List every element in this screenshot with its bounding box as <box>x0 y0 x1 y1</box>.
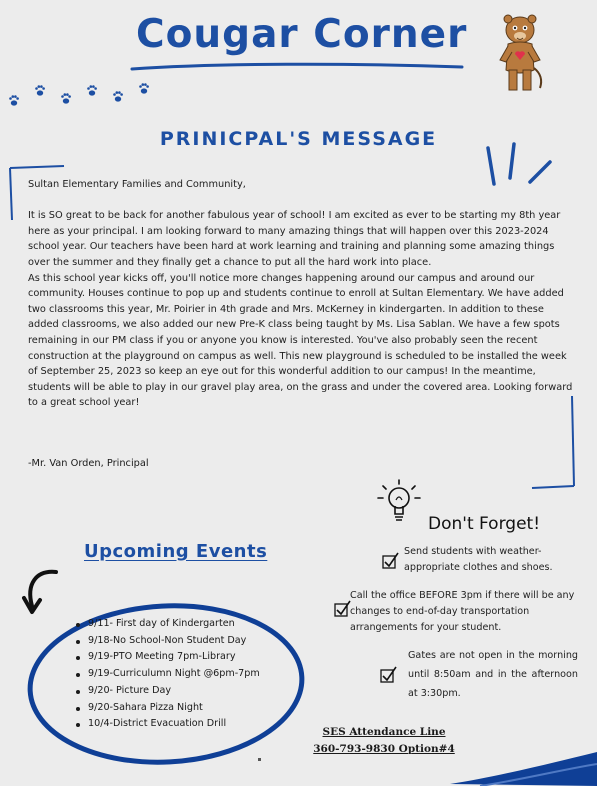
event-item: 9/19-Curriculumn Night @6pm-7pm <box>76 666 260 683</box>
letter-greeting: Sultan Elementary Families and Community, <box>28 179 246 190</box>
letter-paragraph: It is SO great to be back for another fabulous year of school! I am excited as ever to be starting my 8th year here as your principal. I am looking forward to many amazing things that will happen over this 2023-2024 school year. Our teachers have been hard at work learning and training and planning some amazing things over the summer and they finally get a chance to put all the hard work into place. <box>28 210 561 268</box>
reminder-text: Send students with weather-appropriate clothes and shoes. <box>404 546 553 573</box>
reminder-text: Gates are not open in the morning until 8:50am and in the afternoon at 3:30pm. <box>408 650 578 699</box>
cougar-mascot-icon <box>494 10 546 96</box>
event-item: 9/20- Picture Day <box>76 683 260 700</box>
corner-swash <box>450 748 597 786</box>
letter-paragraph: As this school year kicks off, you'll notice more changes happening around our campus and around our community. Houses continue to pop up and students continue to enroll at Sultan Elementary. We have added two classrooms this year, Mr. Poirier in 4th grade and Mrs. McKerney in kindergarten. In addition to these added classrooms, we also added our new Pre-K class being taught by Ms. Lisa Sablan. We have a few spots remaining in our PM class if you or anyone you know is interested. You've also probably seen the recent construction at the playground on campus as well. This new playground is scheduled to be installed the week of September 25, 2023 so keep an eye out for this wonderful addition to our campus! In the meantime, students will be able to play in our gravel play area, on the grass and under the covered area. Looking forward to a great school year! <box>28 272 573 409</box>
events-list <box>76 616 260 733</box>
principal-letter <box>28 177 573 411</box>
reminder-text: Call the office BEFORE 3pm if there will be any changes to end-of-day transportation arrangements for your student. <box>350 590 575 633</box>
checkbox-check-icon <box>380 666 398 684</box>
attendance-title: SES Attendance Line <box>322 726 446 738</box>
events-title: Upcoming Events <box>84 541 268 562</box>
letter-signoff: -Mr. Van Orden, Principal <box>28 458 149 469</box>
checkbox-check-icon <box>382 552 400 570</box>
title-underline <box>128 60 468 74</box>
lightbulb-icon <box>374 478 424 530</box>
newsletter-title: Cougar Corner <box>136 12 468 57</box>
attendance-phone: 360-793-9830 Option#4 <box>313 743 455 755</box>
event-item: 9/18-No School-Non Student Day <box>76 633 260 650</box>
decorative-dot <box>258 758 261 761</box>
event-item: 9/11- First day of Kindergarten <box>76 616 260 633</box>
event-item: 9/19-PTO Meeting 7pm-Library <box>76 649 260 666</box>
section-title: PRINICPAL'S MESSAGE <box>159 128 438 150</box>
event-item: 9/20-Sahara Pizza Night <box>76 700 260 717</box>
reminders-title: Don't Forget! <box>428 514 541 534</box>
paw-print-icon <box>6 80 166 110</box>
event-item: 10/4-District Evacuation Drill <box>76 716 260 733</box>
